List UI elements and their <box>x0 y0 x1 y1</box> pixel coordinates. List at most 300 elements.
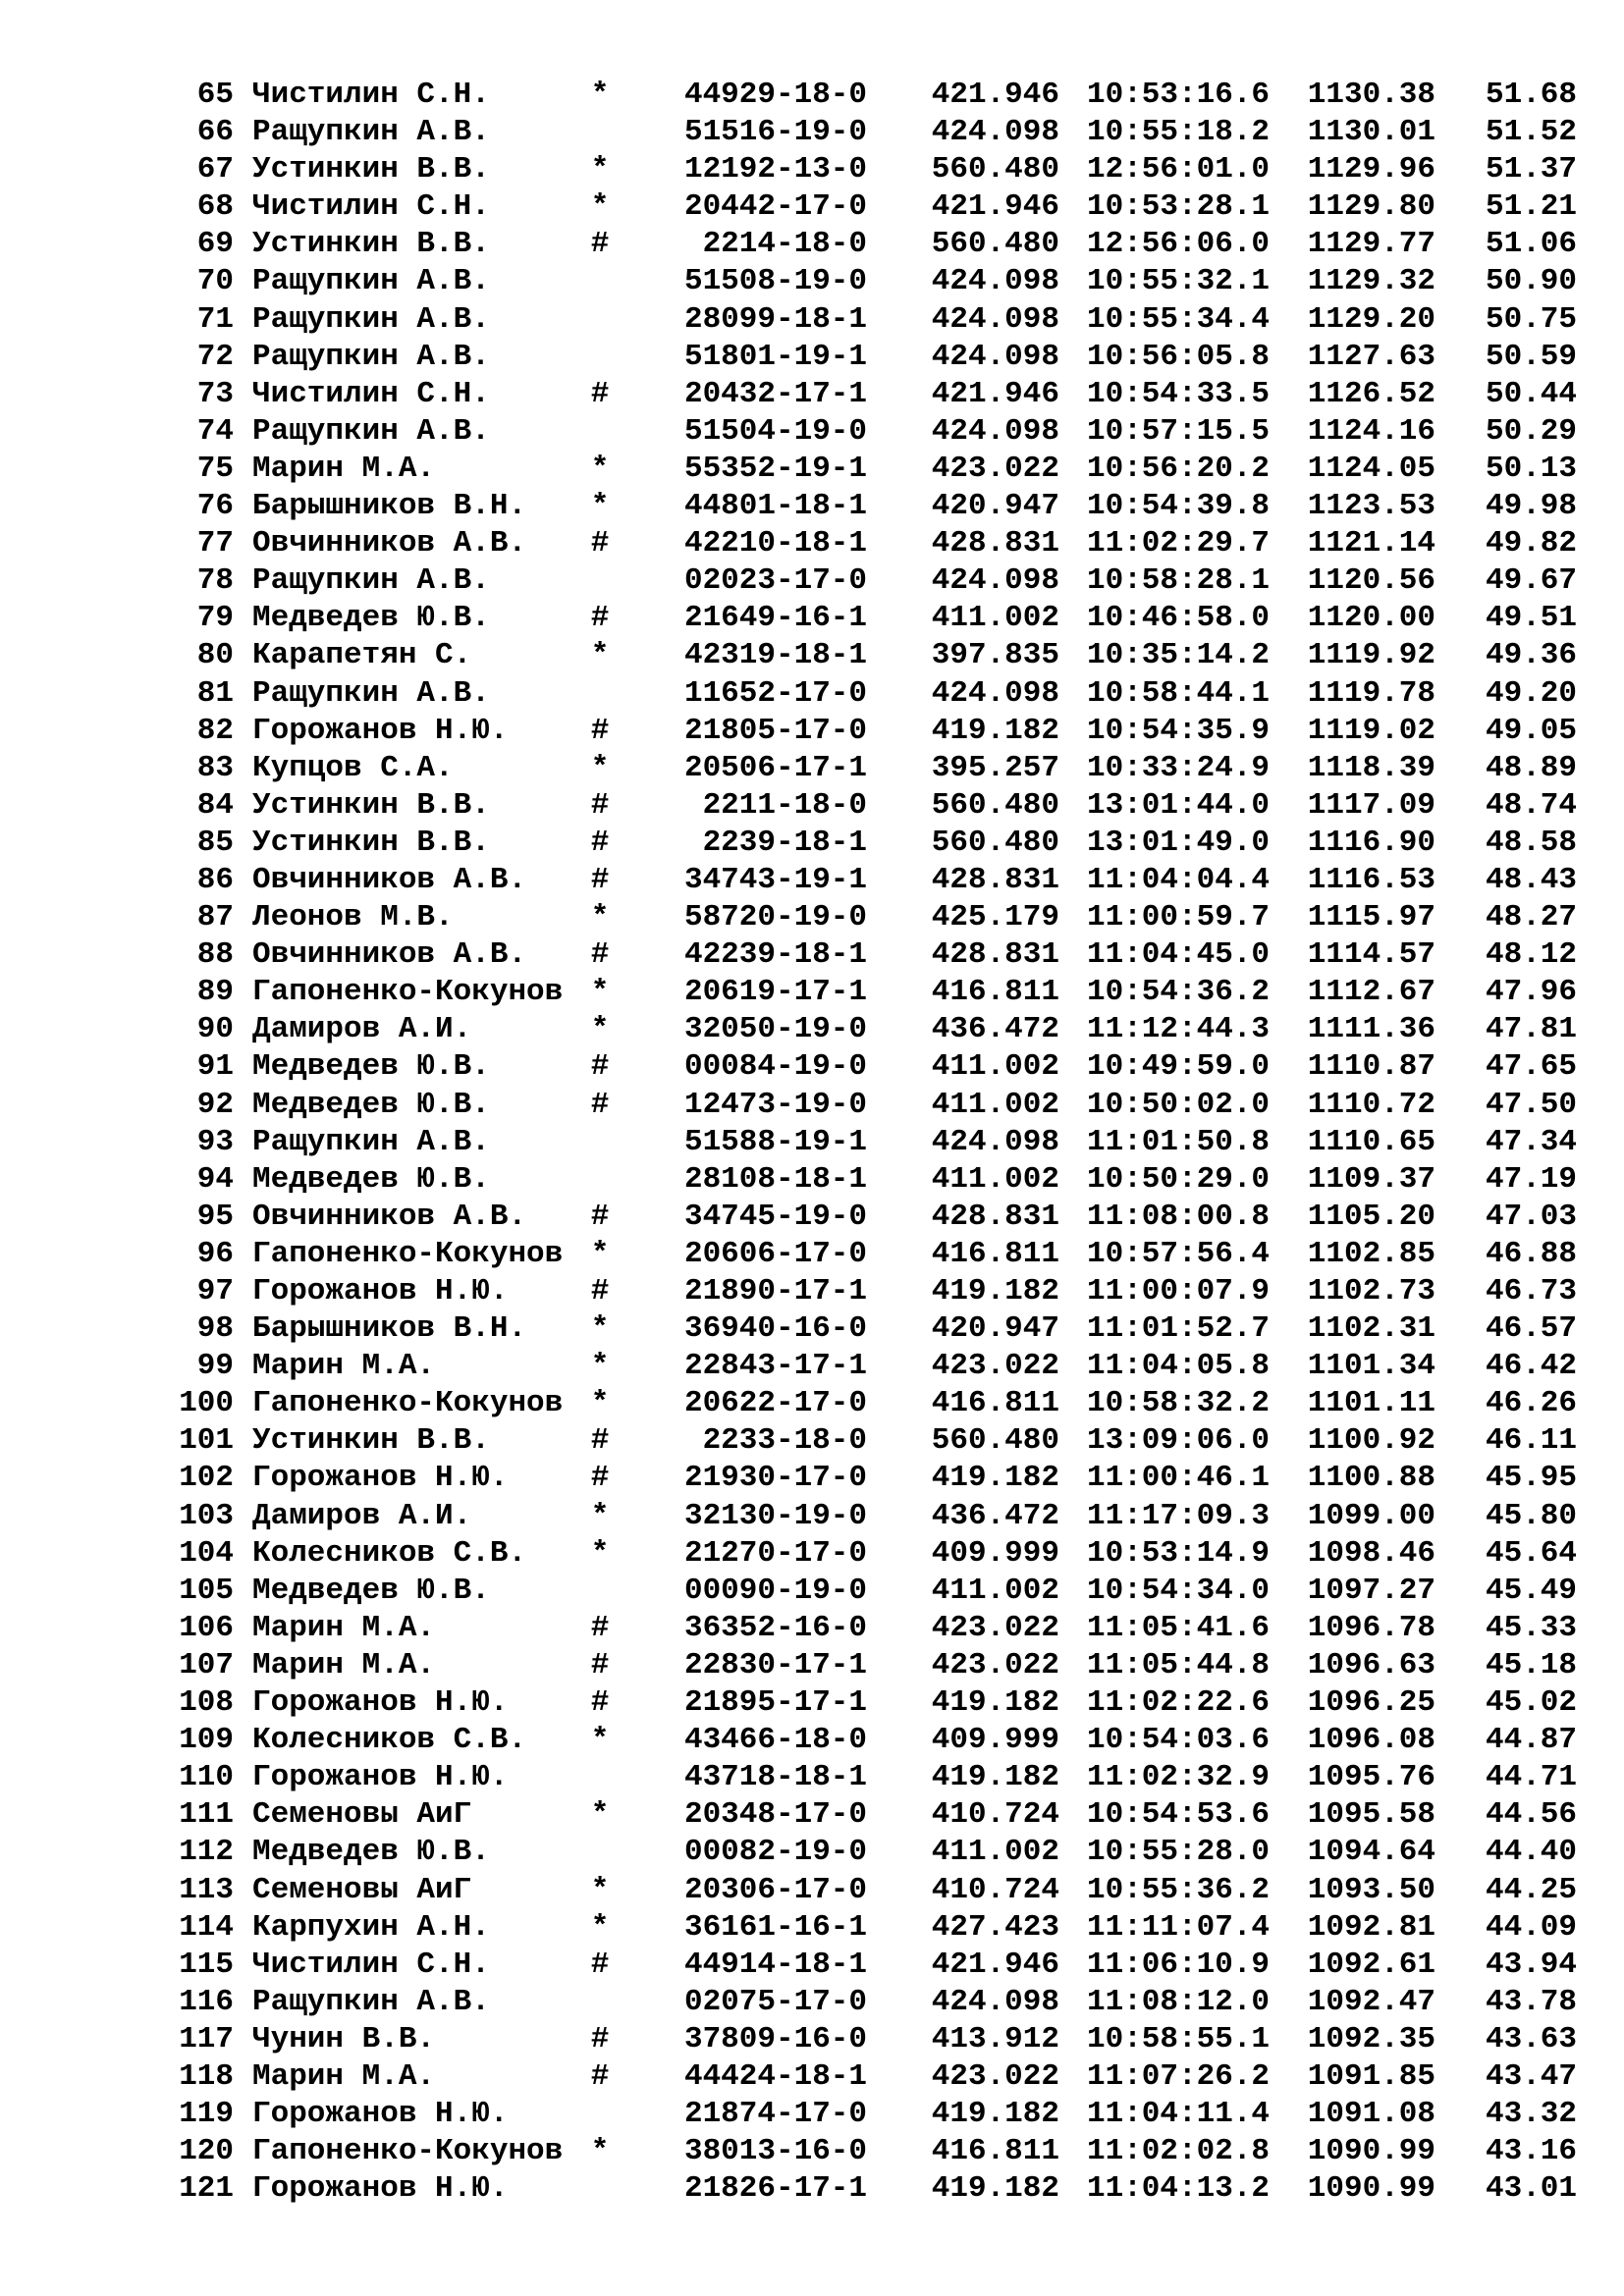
arrival-time: 10:54:34.0 <box>1087 1573 1271 1608</box>
entry-mark: * <box>590 78 610 112</box>
table-row <box>162 525 1596 562</box>
arrival-time: 11:04:45.0 <box>1087 937 1271 973</box>
place-number: 98 <box>196 1311 234 1347</box>
fancier-name: Карпухин А.Н. <box>252 1909 490 1945</box>
entry-mark: * <box>590 1723 610 1758</box>
speed: 1110.65 <box>1307 1124 1435 1159</box>
ring-number: 21826-17-1 <box>683 2171 867 2207</box>
ring-number: 37809-16-0 <box>683 2021 867 2056</box>
arrival-time: 10:53:16.6 <box>1087 78 1271 112</box>
place-number: 101 <box>179 1423 234 1459</box>
ring-number: 00082-19-0 <box>683 1835 867 1870</box>
points: 48.43 <box>1485 862 1577 897</box>
points: 47.34 <box>1485 1124 1577 1159</box>
table-row <box>162 637 1596 674</box>
distance: 421.946 <box>931 78 1059 112</box>
distance: 428.831 <box>931 862 1059 897</box>
ring-number: 20348-17-0 <box>683 1797 867 1833</box>
points: 48.27 <box>1485 900 1577 935</box>
ring-number: 42210-18-1 <box>683 526 867 561</box>
table-row <box>162 1796 1596 1834</box>
table-row <box>162 339 1596 376</box>
speed: 1101.11 <box>1307 1386 1435 1421</box>
ring-number: 34743-19-1 <box>683 862 867 897</box>
speed: 1105.20 <box>1307 1199 1435 1234</box>
arrival-time: 11:04:13.2 <box>1087 2171 1271 2207</box>
fancier-name: Медведев Ю.В. <box>252 1087 490 1122</box>
fancier-name: Чистилин С.Н. <box>252 1947 490 1982</box>
entry-mark: * <box>590 489 610 524</box>
table-row <box>162 301 1596 339</box>
arrival-time: 11:02:02.8 <box>1087 2134 1271 2169</box>
fancier-name: Ращупкин А.В. <box>252 1984 490 2019</box>
table-row <box>162 1011 1596 1048</box>
ring-number: 21930-17-0 <box>683 1461 867 1496</box>
table-row <box>162 825 1596 862</box>
ring-number: 20306-17-0 <box>683 1872 867 1907</box>
fancier-name: Горожанов Н.Ю. <box>252 1685 509 1721</box>
place-number: 86 <box>196 862 234 897</box>
distance: 560.480 <box>931 152 1059 187</box>
speed: 1129.77 <box>1307 227 1435 262</box>
ring-number: 28108-18-1 <box>683 1161 867 1197</box>
distance: 411.002 <box>931 1087 1059 1122</box>
fancier-name: Устинкин В.В. <box>252 1423 490 1459</box>
ring-number: 22830-17-1 <box>683 1647 867 1682</box>
speed: 1123.53 <box>1307 489 1435 524</box>
table-row <box>162 1535 1596 1573</box>
points: 47.81 <box>1485 1012 1577 1047</box>
place-number: 102 <box>179 1461 234 1496</box>
table-row <box>162 226 1596 263</box>
place-number: 78 <box>196 563 234 599</box>
ring-number: 32050-19-0 <box>683 1012 867 1047</box>
ring-number: 02075-17-0 <box>683 1984 867 2019</box>
table-row <box>162 263 1596 300</box>
place-number: 119 <box>179 2097 234 2132</box>
points: 51.06 <box>1485 227 1577 262</box>
points: 47.65 <box>1485 1049 1577 1085</box>
place-number: 106 <box>179 1610 234 1645</box>
arrival-time: 10:55:34.4 <box>1087 301 1271 337</box>
place-number: 93 <box>196 1124 234 1159</box>
arrival-time: 10:56:05.8 <box>1087 339 1271 374</box>
place-number: 75 <box>196 451 234 486</box>
points: 50.90 <box>1485 264 1577 299</box>
place-number: 107 <box>179 1647 234 1682</box>
distance: 411.002 <box>931 601 1059 636</box>
distance: 424.098 <box>931 563 1059 599</box>
table-row <box>162 1385 1596 1422</box>
place-number: 84 <box>196 787 234 823</box>
place-number: 108 <box>179 1685 234 1721</box>
ring-number: 42319-18-1 <box>683 638 867 673</box>
ring-number: 21895-17-1 <box>683 1685 867 1721</box>
entry-mark: * <box>590 1012 610 1047</box>
speed: 1102.31 <box>1307 1311 1435 1347</box>
entry-mark: # <box>590 1647 610 1682</box>
place-number: 109 <box>179 1723 234 1758</box>
points: 45.95 <box>1485 1461 1577 1496</box>
fancier-name: Устинкин В.В. <box>252 227 490 262</box>
table-row <box>162 413 1596 451</box>
entry-mark: # <box>590 937 610 973</box>
table-row <box>162 488 1596 525</box>
place-number: 111 <box>179 1797 234 1833</box>
distance: 420.947 <box>931 1311 1059 1347</box>
arrival-time: 11:08:12.0 <box>1087 1984 1271 2019</box>
fancier-name: Семеновы АиГ <box>252 1872 472 1907</box>
speed: 1130.38 <box>1307 78 1435 112</box>
distance: 413.912 <box>931 2021 1059 2056</box>
points: 44.09 <box>1485 1909 1577 1945</box>
points: 49.98 <box>1485 489 1577 524</box>
entry-mark: # <box>590 1199 610 1234</box>
entry-mark: # <box>590 1461 610 1496</box>
arrival-time: 10:55:28.0 <box>1087 1835 1271 1870</box>
table-row <box>162 1647 1596 1684</box>
place-number: 114 <box>179 1909 234 1945</box>
fancier-name: Ращупкин А.В. <box>252 339 490 374</box>
distance: 411.002 <box>931 1573 1059 1608</box>
points: 50.59 <box>1485 339 1577 374</box>
arrival-time: 11:04:05.8 <box>1087 1349 1271 1384</box>
fancier-name: Барышников В.Н. <box>252 1311 527 1347</box>
arrival-time: 10:56:20.2 <box>1087 451 1271 486</box>
arrival-time: 11:00:07.9 <box>1087 1274 1271 1308</box>
distance: 416.811 <box>931 2134 1059 2169</box>
place-number: 76 <box>196 489 234 524</box>
speed: 1091.08 <box>1307 2097 1435 2132</box>
table-row <box>162 1573 1596 1610</box>
fancier-name: Ращупкин А.В. <box>252 264 490 299</box>
points: 48.12 <box>1485 937 1577 973</box>
speed: 1094.64 <box>1307 1835 1435 1870</box>
fancier-name: Чистилин С.Н. <box>252 376 490 411</box>
points: 45.33 <box>1485 1610 1577 1645</box>
place-number: 73 <box>196 376 234 411</box>
distance: 421.946 <box>931 189 1059 225</box>
table-row <box>162 1087 1596 1124</box>
table-row <box>162 1348 1596 1385</box>
entry-mark: # <box>590 1049 610 1085</box>
ring-number: 02023-17-0 <box>683 563 867 599</box>
arrival-time: 11:06:10.9 <box>1087 1947 1271 1982</box>
table-row <box>162 1236 1596 1273</box>
fancier-name: Медведев Ю.В. <box>252 1161 490 1197</box>
distance: 419.182 <box>931 1274 1059 1308</box>
place-number: 88 <box>196 937 234 973</box>
place-number: 80 <box>196 638 234 673</box>
arrival-time: 11:12:44.3 <box>1087 1012 1271 1047</box>
entry-mark: * <box>590 1311 610 1347</box>
arrival-time: 11:02:32.9 <box>1087 1760 1271 1795</box>
speed: 1119.02 <box>1307 713 1435 748</box>
entry-mark: # <box>590 1610 610 1645</box>
fancier-name: Марин М.А. <box>252 2058 436 2094</box>
place-number: 105 <box>179 1573 234 1608</box>
place-number: 100 <box>179 1386 234 1421</box>
fancier-name: Устинкин В.В. <box>252 787 490 823</box>
ring-number: 44929-18-0 <box>683 78 867 112</box>
place-number: 103 <box>179 1498 234 1533</box>
arrival-time: 11:00:46.1 <box>1087 1461 1271 1496</box>
points: 46.73 <box>1485 1274 1577 1308</box>
fancier-name: Горожанов Н.Ю. <box>252 2097 509 2132</box>
speed: 1129.96 <box>1307 152 1435 187</box>
place-number: 117 <box>179 2021 234 2056</box>
distance: 416.811 <box>931 975 1059 1010</box>
points: 51.68 <box>1485 78 1577 112</box>
place-number: 99 <box>196 1349 234 1384</box>
fancier-name: Карапетян С. <box>252 638 472 673</box>
arrival-time: 10:57:56.4 <box>1087 1236 1271 1271</box>
table-row <box>162 188 1596 226</box>
ring-number: 51588-19-1 <box>683 1124 867 1159</box>
table-row <box>162 151 1596 188</box>
arrival-time: 11:05:41.6 <box>1087 1610 1271 1645</box>
distance: 424.098 <box>931 675 1059 711</box>
points: 45.80 <box>1485 1498 1577 1533</box>
place-number: 96 <box>196 1236 234 1271</box>
arrival-time: 11:17:09.3 <box>1087 1498 1271 1533</box>
table-row <box>162 77 1596 114</box>
distance: 423.022 <box>931 2058 1059 2094</box>
speed: 1100.92 <box>1307 1423 1435 1459</box>
table-row <box>162 2021 1596 2058</box>
points: 50.13 <box>1485 451 1577 486</box>
arrival-time: 10:54:03.6 <box>1087 1723 1271 1758</box>
place-number: 87 <box>196 900 234 935</box>
ring-number: 51504-19-0 <box>683 413 867 449</box>
ring-number: 58720-19-0 <box>683 900 867 935</box>
entry-mark: * <box>590 750 610 785</box>
entry-mark: * <box>590 152 610 187</box>
fancier-name: Овчинников А.В. <box>252 937 527 973</box>
speed: 1102.85 <box>1307 1236 1435 1271</box>
speed: 1121.14 <box>1307 526 1435 561</box>
place-number: 95 <box>196 1199 234 1234</box>
distance: 421.946 <box>931 1947 1059 1982</box>
points: 48.74 <box>1485 787 1577 823</box>
table-row <box>162 1984 1596 2021</box>
distance: 424.098 <box>931 264 1059 299</box>
speed: 1124.05 <box>1307 451 1435 486</box>
points: 51.21 <box>1485 189 1577 225</box>
speed: 1092.47 <box>1307 1984 1435 2019</box>
distance: 423.022 <box>931 1610 1059 1645</box>
points: 44.87 <box>1485 1723 1577 1758</box>
ring-number: 28099-18-1 <box>683 301 867 337</box>
fancier-name: Гапоненко-Кокунов <box>252 2134 564 2169</box>
entry-mark: * <box>590 1386 610 1421</box>
distance: 428.831 <box>931 937 1059 973</box>
arrival-time: 11:11:07.4 <box>1087 1909 1271 1945</box>
speed: 1090.99 <box>1307 2134 1435 2169</box>
fancier-name: Чистилин С.Н. <box>252 189 490 225</box>
arrival-time: 11:05:44.8 <box>1087 1647 1271 1682</box>
points: 46.88 <box>1485 1236 1577 1271</box>
distance: 423.022 <box>931 451 1059 486</box>
arrival-time: 10:33:24.9 <box>1087 750 1271 785</box>
ring-number: 12473-19-0 <box>683 1087 867 1122</box>
points: 44.40 <box>1485 1835 1577 1870</box>
place-number: 65 <box>196 78 234 112</box>
entry-mark: * <box>590 1498 610 1533</box>
distance: 410.724 <box>931 1872 1059 1907</box>
entry-mark: # <box>590 2058 610 2094</box>
distance: 409.999 <box>931 1535 1059 1571</box>
ring-number: 2233-18-0 <box>702 1423 867 1459</box>
entry-mark: # <box>590 1087 610 1122</box>
distance: 560.480 <box>931 227 1059 262</box>
fancier-name: Марин М.А. <box>252 1349 436 1384</box>
ring-number: 2214-18-0 <box>702 227 867 262</box>
ring-number: 55352-19-1 <box>683 451 867 486</box>
place-number: 66 <box>196 115 234 150</box>
arrival-time: 10:58:28.1 <box>1087 563 1271 599</box>
place-number: 72 <box>196 339 234 374</box>
fancier-name: Устинкин В.В. <box>252 152 490 187</box>
entry-mark: # <box>590 1947 610 1982</box>
fancier-name: Овчинников А.В. <box>252 526 527 561</box>
fancier-name: Устинкин В.В. <box>252 825 490 860</box>
distance: 424.098 <box>931 115 1059 150</box>
table-row <box>162 750 1596 787</box>
fancier-name: Горожанов Н.Ю. <box>252 1274 509 1308</box>
table-row <box>162 1684 1596 1722</box>
distance: 411.002 <box>931 1049 1059 1085</box>
fancier-name: Дамиров А.И. <box>252 1012 472 1047</box>
arrival-time: 11:04:04.4 <box>1087 862 1271 897</box>
distance: 411.002 <box>931 1161 1059 1197</box>
distance: 424.098 <box>931 339 1059 374</box>
fancier-name: Ращупкин А.В. <box>252 301 490 337</box>
place-number: 92 <box>196 1087 234 1122</box>
distance: 428.831 <box>931 526 1059 561</box>
entry-mark: # <box>590 2021 610 2056</box>
table-row <box>162 2096 1596 2133</box>
speed: 1092.61 <box>1307 1947 1435 1982</box>
speed: 1111.36 <box>1307 1012 1435 1047</box>
fancier-name: Колесников С.В. <box>252 1723 527 1758</box>
table-row <box>162 675 1596 713</box>
distance: 416.811 <box>931 1386 1059 1421</box>
distance: 560.480 <box>931 825 1059 860</box>
fancier-name: Медведев Ю.В. <box>252 601 490 636</box>
arrival-time: 10:58:44.1 <box>1087 675 1271 711</box>
table-row <box>162 1273 1596 1310</box>
ring-number: 32130-19-0 <box>683 1498 867 1533</box>
points: 49.82 <box>1485 526 1577 561</box>
speed: 1096.08 <box>1307 1723 1435 1758</box>
entry-mark: * <box>590 1909 610 1945</box>
points: 43.94 <box>1485 1947 1577 1982</box>
ring-number: 2239-18-1 <box>702 825 867 860</box>
place-number: 81 <box>196 675 234 711</box>
entry-mark: # <box>590 1685 610 1721</box>
arrival-time: 11:02:29.7 <box>1087 526 1271 561</box>
ring-number: 44424-18-1 <box>683 2058 867 2094</box>
points: 43.16 <box>1485 2134 1577 2169</box>
arrival-time: 13:09:06.0 <box>1087 1423 1271 1459</box>
ring-number: 21270-17-0 <box>683 1535 867 1571</box>
entry-mark: # <box>590 227 610 262</box>
speed: 1120.00 <box>1307 601 1435 636</box>
ring-number: 42239-18-1 <box>683 937 867 973</box>
place-number: 115 <box>179 1947 234 1982</box>
fancier-name: Ращупкин А.В. <box>252 563 490 599</box>
table-row <box>162 1722 1596 1759</box>
entry-mark: # <box>590 825 610 860</box>
table-row <box>162 1759 1596 1796</box>
distance: 423.022 <box>931 1349 1059 1384</box>
ring-number: 00084-19-0 <box>683 1049 867 1085</box>
points: 43.78 <box>1485 1984 1577 2019</box>
points: 48.58 <box>1485 825 1577 860</box>
speed: 1097.27 <box>1307 1573 1435 1608</box>
fancier-name: Марин М.А. <box>252 1610 436 1645</box>
entry-mark: * <box>590 2134 610 2169</box>
place-number: 74 <box>196 413 234 449</box>
speed: 1096.63 <box>1307 1647 1435 1682</box>
points: 46.57 <box>1485 1311 1577 1347</box>
distance: 424.098 <box>931 1984 1059 2019</box>
table-row <box>162 1048 1596 1086</box>
ring-number: 20622-17-0 <box>683 1386 867 1421</box>
ring-number: 34745-19-0 <box>683 1199 867 1234</box>
arrival-time: 10:54:35.9 <box>1087 713 1271 748</box>
points: 43.63 <box>1485 2021 1577 2056</box>
points: 49.36 <box>1485 638 1577 673</box>
arrival-time: 11:07:26.2 <box>1087 2058 1271 2094</box>
distance: 397.835 <box>931 638 1059 673</box>
entry-mark: # <box>590 713 610 748</box>
fancier-name: Ращупкин А.В. <box>252 675 490 711</box>
arrival-time: 10:58:55.1 <box>1087 2021 1271 2056</box>
arrival-time: 10:46:58.0 <box>1087 601 1271 636</box>
ring-number: 20619-17-1 <box>683 975 867 1010</box>
fancier-name: Ращупкин А.В. <box>252 413 490 449</box>
speed: 1110.72 <box>1307 1087 1435 1122</box>
ring-number: 36352-16-0 <box>683 1610 867 1645</box>
points: 46.11 <box>1485 1423 1577 1459</box>
entry-mark: # <box>590 1423 610 1459</box>
entry-mark: # <box>590 1274 610 1308</box>
table-row <box>162 114 1596 151</box>
table-row <box>162 862 1596 899</box>
distance: 419.182 <box>931 2171 1059 2207</box>
entry-mark: # <box>590 526 610 561</box>
table-row <box>162 1610 1596 1647</box>
place-number: 90 <box>196 1012 234 1047</box>
ring-number: 20506-17-1 <box>683 750 867 785</box>
points: 44.56 <box>1485 1797 1577 1833</box>
arrival-time: 10:53:28.1 <box>1087 189 1271 225</box>
speed: 1129.32 <box>1307 264 1435 299</box>
ring-number: 44914-18-1 <box>683 1947 867 1982</box>
ring-number: 43718-18-1 <box>683 1760 867 1795</box>
arrival-time: 11:01:50.8 <box>1087 1124 1271 1159</box>
ring-number: 36161-16-1 <box>683 1909 867 1945</box>
table-row <box>162 1872 1596 1909</box>
fancier-name: Ращупкин А.В. <box>252 115 490 150</box>
distance: 409.999 <box>931 1723 1059 1758</box>
entry-mark: * <box>590 1797 610 1833</box>
entry-mark: * <box>590 451 610 486</box>
arrival-time: 12:56:01.0 <box>1087 152 1271 187</box>
distance: 416.811 <box>931 1236 1059 1271</box>
